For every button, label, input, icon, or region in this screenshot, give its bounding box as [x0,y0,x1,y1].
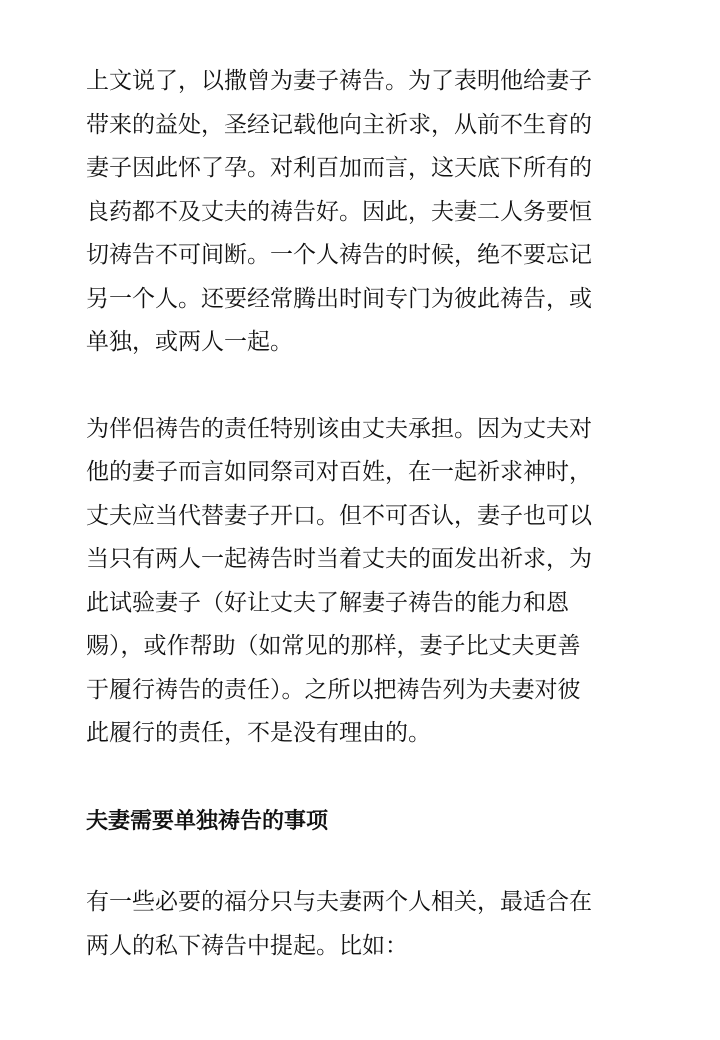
text-line: 他的妻子而言如同祭司对百姓，在一起祈求神时， [86,459,592,485]
paragraph-private-blessings [86,881,626,968]
text-line: 赐），或作帮助（如常见的那样，妻子比丈夫更善 [86,633,581,659]
text-line: 另一个人。还要经常腾出时间专门为彼此祷告，或 [86,285,592,312]
text-line: 当只有两人一起祷告时当着丈夫的面发出祈求，为 [86,546,592,572]
text-line: 带来的益处，圣经记载他向主祈求，从前不生育的 [86,111,592,138]
paragraph-prayer-for-wife [86,60,626,365]
text-line: 切祷告不可间断。一个人祷告的时候，绝不要忘记 [86,242,592,268]
text-line: 此试验妻子（好让丈夫了解妻子祷告的能力和恩 [86,589,569,616]
text-line: 妻子因此怀了孕。对利百加而言，这天底下所有的 [86,155,592,181]
text-line: 丈夫应当代替妻子开口。但不可否认，妻子也可以 [86,502,592,529]
paragraph-husband-responsibility [86,408,626,756]
text-line: 有一些必要的福分只与夫妻两个人相关，最适合在 [86,889,592,915]
text-line: 上文说了，以撒曾为妻子祷告。为了表明他给妻子 [86,68,592,94]
text-line: 于履行祷告的责任）。之所以把祷告列为夫妻对彼 [86,676,581,703]
text-line: 良药都不及丈夫的祷告好。因此，夫妻二人务要恒 [86,198,592,225]
text-line: 为伴侣祷告的责任特别该由丈夫承担。因为丈夫对 [86,415,592,442]
text-line: 单独，或两人一起。 [86,329,293,355]
text-line: 此履行的责任，不是没有理由的。 [86,720,431,746]
text-line: 两人的私下祷告中提起。比如： [86,932,408,959]
section-heading: 夫妻需要单独祷告的事项 [86,808,329,834]
article-body [86,60,626,968]
